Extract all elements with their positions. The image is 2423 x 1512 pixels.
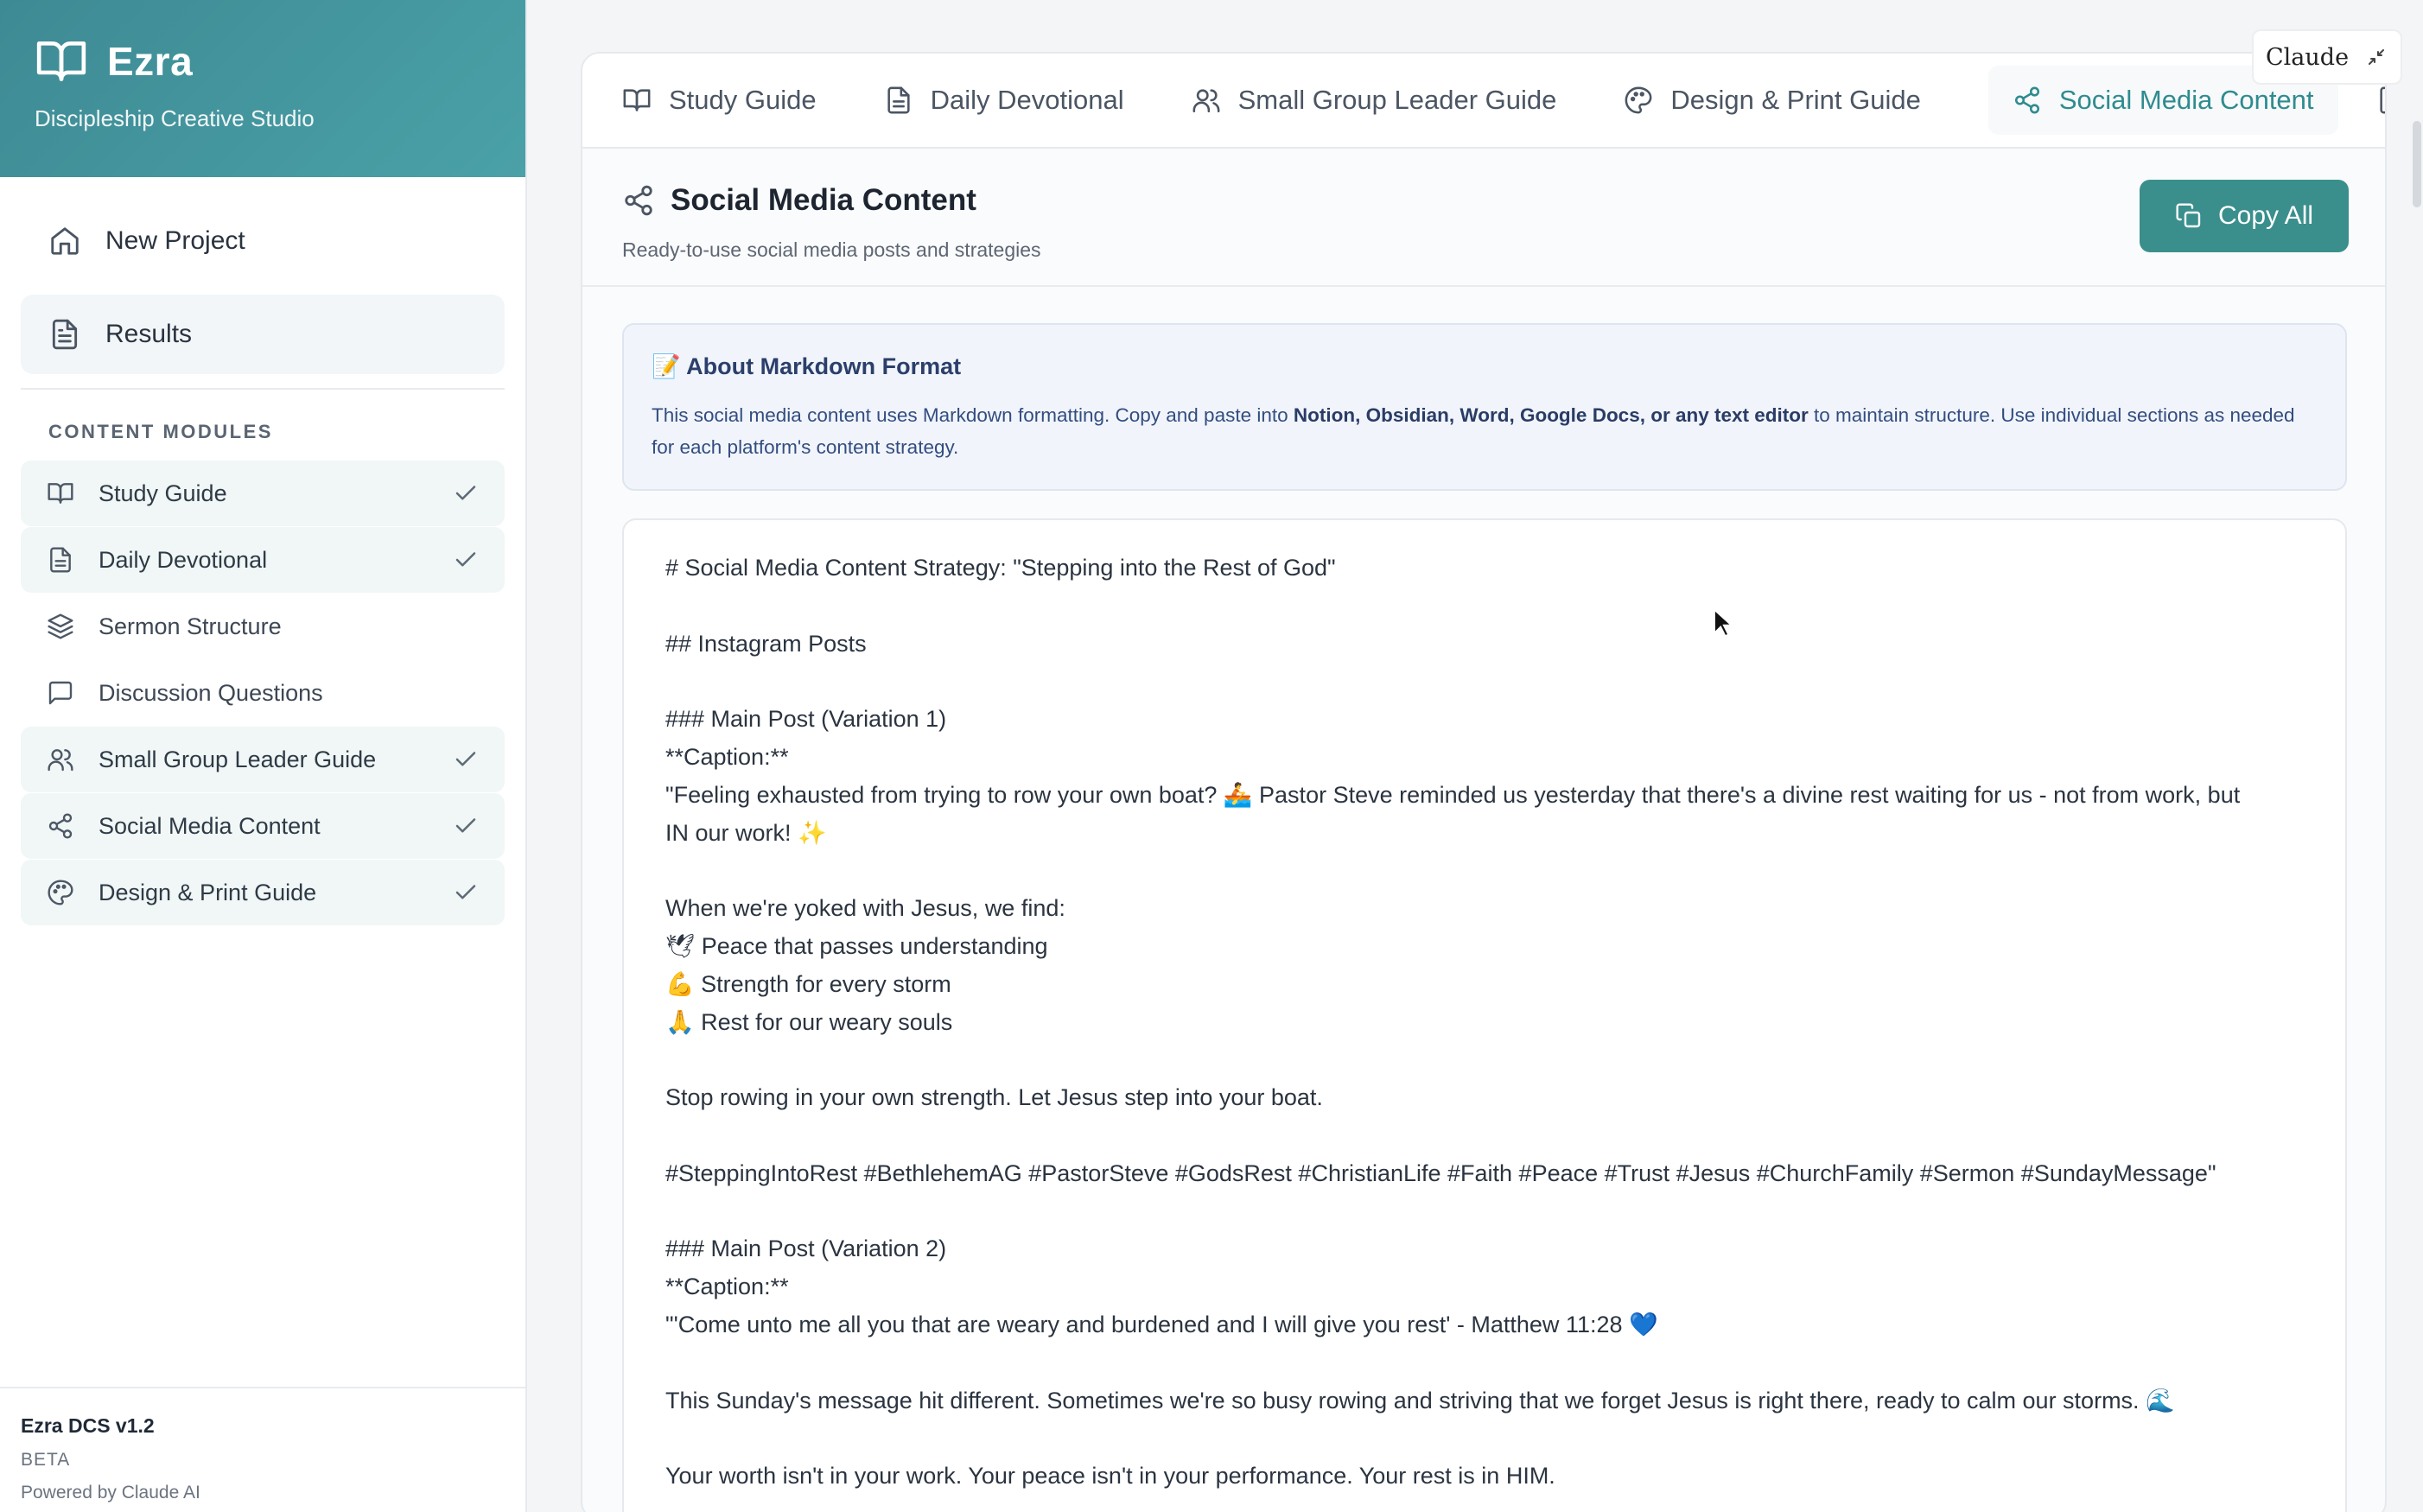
document-icon — [47, 546, 74, 574]
nav-results-label: Results — [105, 320, 193, 348]
check-icon — [453, 547, 479, 573]
beta-badge: BETA — [21, 1450, 71, 1470]
info-text-end: to maintain structure. Use individual sections as needed for each platform's content strategy. — [652, 404, 2295, 458]
markdown-line — [665, 1344, 2304, 1382]
app-name: Ezra — [107, 39, 194, 84]
markdown-line: This Sunday's message hit different. Sometimes we're so busy rowing and striving that we forget Jesus is right there, ready to calm our storms. 🌊 — [665, 1387, 2175, 1414]
markdown-line — [665, 1041, 2304, 1079]
info-text-start: This social media content uses Markdown formatting. Copy and paste into — [652, 404, 1294, 426]
module-daily-devotional[interactable] — [21, 527, 505, 593]
module-sermon-structure[interactable] — [21, 594, 505, 659]
check-icon — [453, 746, 479, 772]
home-icon — [48, 225, 81, 257]
markdown-content[interactable] — [622, 518, 2347, 1512]
module-tabs — [582, 54, 2385, 149]
markdown-info-box — [622, 323, 2347, 491]
module-discussion-questions[interactable] — [21, 660, 505, 726]
markdown-line — [665, 1193, 2304, 1231]
module-small-group-leader-guide[interactable] — [21, 727, 505, 792]
users-icon — [1192, 86, 1221, 115]
module-label: Design & Print Guide — [99, 879, 317, 905]
tab-label: Design & Print Guide — [1670, 85, 1921, 115]
mouse-cursor-icon — [1713, 608, 1732, 638]
content-subtitle: Ready-to-use social media posts and strategies — [622, 238, 1041, 261]
palette-icon — [1624, 86, 1653, 115]
tab-label: Study Guide — [669, 85, 817, 115]
module-label: Daily Devotional — [99, 546, 268, 573]
copy-icon — [2175, 202, 2203, 230]
markdown-line: Stop rowing in your own strength. Let Jesus step into your boat. — [665, 1084, 1323, 1111]
info-title: 📝 About Markdown Format — [652, 353, 962, 379]
module-list — [0, 461, 525, 925]
markdown-line — [665, 1420, 2304, 1458]
markdown-line: 🕊 Peace that passes understanding — [665, 932, 1048, 959]
document-icon — [48, 318, 81, 351]
markdown-line: ## Instagram Posts — [665, 630, 867, 657]
markdown-line: "Feeling exhausted from trying to row your own boat? 🚣 Pastor Steve reminded us yesterday that there's a divine rest waiting for us - not from work, but — [665, 781, 2241, 808]
claude-badge-label: Claude — [2266, 43, 2350, 71]
markdown-line — [665, 588, 2304, 626]
content-modules-heading: CONTENT MODULES — [48, 421, 273, 442]
check-icon — [453, 880, 479, 905]
info-text — [652, 399, 2318, 463]
results-panel — [581, 52, 2387, 1512]
app-version: Ezra DCS v1.2 — [21, 1414, 155, 1437]
markdown-line: 💪 Strength for every storm — [665, 970, 951, 997]
content-title-text: Social Media Content — [671, 183, 976, 217]
share-icon — [47, 812, 74, 840]
sidebar — [0, 0, 527, 1512]
markdown-line: "'Come unto me all you that are weary and burdened and I will give you rest' - Matthew 11:28 💙 — [665, 1311, 1658, 1337]
module-label: Discussion Questions — [99, 679, 323, 706]
app-subtitle: Discipleship Creative Studio — [35, 105, 315, 131]
module-social-media-content[interactable] — [21, 793, 505, 859]
tab-label: Small Group Leader Guide — [1237, 85, 1557, 115]
sidebar-footer — [0, 1387, 525, 1512]
markdown-line — [665, 1117, 2304, 1155]
share-icon — [622, 184, 655, 217]
book-icon — [47, 480, 74, 507]
tab-label: Social Media Content — [2058, 85, 2314, 115]
content-header — [582, 149, 2385, 287]
palette-icon — [47, 879, 74, 906]
markdown-line — [665, 852, 2304, 890]
markdown-line: #SteppingIntoRest #BethlehemAG #PastorSteve #GodsRest #ChristianLife #Faith #Peace #Trust #Jesus #ChurchFamily #Sermon #SundayMessage" — [665, 1159, 2216, 1186]
brand-header — [0, 0, 525, 177]
copy-all-label: Copy All — [2217, 201, 2314, 230]
sidebar-nav — [0, 177, 525, 374]
open-book-icon — [35, 35, 88, 88]
markdown-line — [665, 663, 2304, 701]
info-text-apps: Notion, Obsidian, Word, Google Docs, or any text editor — [1293, 404, 1809, 426]
tab-small-group-leader-guide[interactable] — [1192, 66, 1587, 135]
markdown-line: ### Main Post (Variation 1) — [665, 706, 947, 733]
module-study-guide[interactable] — [21, 461, 505, 526]
content-title — [622, 183, 976, 218]
layers-icon — [47, 613, 74, 640]
nav-results[interactable] — [21, 295, 505, 374]
check-icon — [453, 813, 479, 839]
book-icon — [622, 86, 652, 115]
nav-new-project[interactable] — [21, 201, 505, 281]
nav-new-project-label: New Project — [105, 226, 245, 255]
markdown-line: When we're yoked with Jesus, we find: — [665, 895, 1065, 922]
module-label: Social Media Content — [99, 812, 321, 839]
users-icon — [47, 746, 74, 773]
tab-design-print-guide[interactable] — [1624, 66, 1949, 135]
markdown-line: Your worth isn't in your work. Your peace isn't in your performance. Your rest is in HIM. — [665, 1463, 1555, 1490]
tab-label: Daily Devotional — [930, 85, 1124, 115]
scrollbar-thumb[interactable] — [2413, 121, 2421, 207]
claude-badge[interactable] — [2252, 29, 2402, 85]
share-icon — [2013, 86, 2042, 115]
markdown-line: ### Main Post (Variation 2) — [665, 1236, 947, 1262]
markdown-line: IN our work! ✨ — [665, 819, 827, 846]
collapse-icon[interactable] — [2366, 47, 2387, 67]
module-label: Study Guide — [99, 480, 227, 506]
module-design-print-guide[interactable] — [21, 860, 505, 925]
copy-all-button[interactable] — [2140, 180, 2349, 252]
message-icon — [47, 679, 74, 707]
module-label: Small Group Leader Guide — [99, 746, 377, 772]
document-icon — [884, 86, 913, 115]
module-label: Sermon Structure — [99, 613, 282, 639]
check-icon — [453, 480, 479, 506]
powered-by: Powered by Claude AI — [21, 1483, 200, 1502]
markdown-line: **Caption:** — [665, 743, 789, 770]
document-icon — [2376, 86, 2387, 115]
tab-study-guide[interactable] — [622, 66, 846, 135]
markdown-line: 🙏 Rest for our weary souls — [665, 1008, 953, 1035]
tab-daily-devotional[interactable] — [884, 66, 1154, 135]
markdown-line: **Caption:** — [665, 1274, 789, 1300]
markdown-line: # Social Media Content Strategy: "Stepping into the Rest of God" — [665, 555, 1336, 581]
